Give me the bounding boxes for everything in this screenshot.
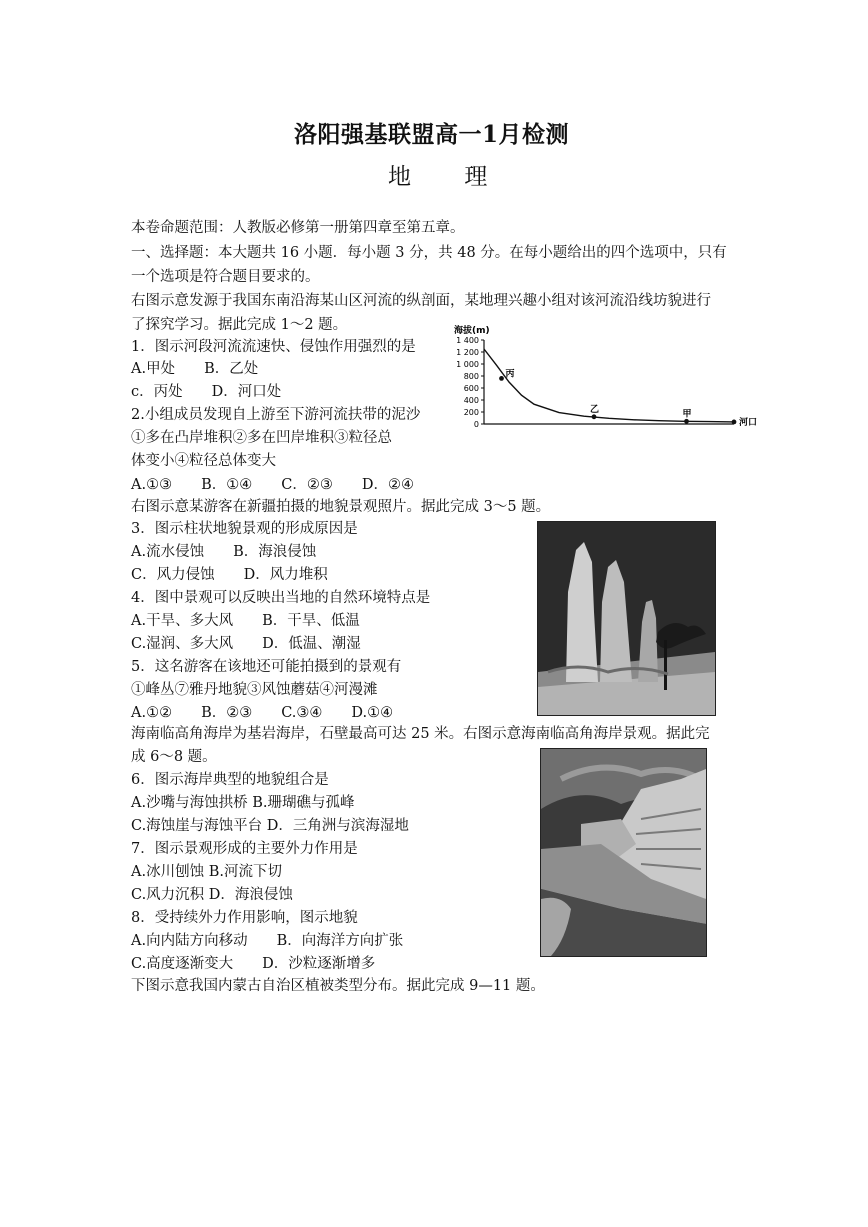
question-6-options-b: C.海蚀崖与海蚀平台 D．三角洲与滨海湿地 [131, 818, 409, 834]
point-jia-marker [684, 419, 689, 424]
group1-stem-1: 右图示意发源于我国东南沿海某山区河流的纵剖面，某地理兴趣小组对该河流沿线坊貌进行 [131, 293, 711, 309]
y-tick-label: 1 000 [456, 360, 479, 369]
question-2-options: A.①③ B．①④ C．②③ D．②④ [131, 477, 414, 493]
river-profile-line [484, 349, 734, 422]
coastal-cliff-graphic [541, 749, 706, 956]
section-instructions-2: 一个选项是符合题目要求的。 [131, 269, 320, 285]
question-7-options-a: A.冰川刨蚀 B.河流下切 [131, 864, 282, 880]
y-axis-ticks [456, 336, 484, 429]
y-tick-label: 200 [463, 408, 479, 417]
river-profile-chart [448, 322, 768, 432]
question-5: 5．这名游客在该地还可能拍摄到的景观有 [131, 659, 402, 675]
question-3-options-a: A.流水侵蚀 B．海浪侵蚀 [131, 544, 317, 560]
point-river-mouth-marker [732, 420, 737, 425]
question-5-items: ①峰丛⑦雅丹地貌③风蚀蘑菇④河漫滩 [131, 682, 378, 698]
question-2-line-3: 体变小④粒径总体变大 [131, 453, 276, 469]
scope-line: 本卷命题范围：人教版必修第一册第四章至第五章。 [131, 220, 465, 236]
chart-ylabel: 海拔(m) [454, 326, 490, 336]
pillar-rocks-graphic [538, 522, 715, 715]
question-8-options-a: A.向内陆方向移动 B．向海洋方向扩张 [131, 933, 404, 949]
question-1: 1．图示河段河流流速快、侵蚀作用强烈的是 [131, 339, 416, 355]
group2-stem: 右图示意某游客在新疆拍摄的地貌景观照片。据此完成 3～5 题。 [131, 499, 551, 515]
subject-char-2: 理 [464, 164, 488, 190]
question-1-options-b: c．丙处 D．河口处 [131, 384, 282, 400]
question-6: 6．图示海岸典型的地貌组合是 [131, 772, 329, 788]
group4-stem: 下图示意我国内蒙古自治区植被类型分布。据此完成 9—11 题。 [131, 978, 545, 994]
question-2-line-1: 2.小组成员发现自上游至下游河流扶带的泥沙 [131, 407, 421, 423]
group1-stem-2: 了探究学习。据此完成 1～2 题。 [131, 317, 348, 333]
question-8-options-b: C.高度逐渐变大 D．沙粒逐渐增多 [131, 956, 376, 972]
question-4-options-b: C.湿润、多大风 D．低温、潮湿 [131, 636, 361, 652]
subject-title [388, 158, 487, 191]
point-bing-marker [499, 376, 504, 381]
y-tick-label: 1 400 [456, 336, 479, 345]
question-3-options-b: C．风力侵蚀 D．风力堆积 [131, 567, 328, 583]
point-bing-label: 丙 [505, 369, 515, 380]
point-jia-label: 甲 [682, 409, 692, 420]
group3-stem-2: 成 6～8 题。 [131, 749, 217, 765]
y-tick-label: 800 [463, 372, 479, 381]
question-2-line-2: ①多在凸岸堆积②多在凹岸堆积③粒径总 [131, 430, 392, 446]
point-yi-label: 乙 [590, 404, 600, 415]
point-river-mouth-label: 河口 [739, 417, 758, 428]
subject-char-1: 地 [388, 164, 411, 190]
section-instructions-1: 一、选择题：本大题共 16 小题．每小题 3 分，共 48 分。在每小题给出的四个选项中，只有 [131, 245, 727, 261]
question-7-options-b: C.风力沉积 D．海浪侵蚀 [131, 887, 293, 903]
y-tick-label: 1 200 [456, 348, 479, 357]
hainan-coast-photo [540, 748, 707, 957]
xinjiang-landform-photo [537, 521, 716, 716]
y-tick-label: 400 [463, 396, 479, 405]
question-8: 8．受持续外力作用影响，图示地貌 [131, 910, 358, 926]
question-4-options-a: A.干旱、多大风 B．干旱、低温 [131, 613, 360, 629]
question-3: 3．图示柱状地貌景观的形成原因是 [131, 521, 358, 537]
question-5-options: A.①② B．②③ C.③④ D.①④ [131, 705, 394, 721]
y-tick-label: 600 [463, 384, 479, 393]
question-4: 4．图中景观可以反映出当地的自然环境特点是 [131, 590, 431, 606]
y-tick-label: 0 [473, 420, 479, 429]
question-6-options-a: A.沙嘴与海蚀拱桥 B.珊瑚礁与孤峰 [131, 795, 355, 811]
question-7: 7．图示景观形成的主要外力作用是 [131, 841, 358, 857]
question-1-options-a: A.甲处 B．乙处 [131, 361, 259, 377]
point-yi-marker [592, 414, 597, 419]
group3-stem-1: 海南临高角海岸为基岩海岸，石壁最高可达 25 米。右图示意海南临高角海岸景观。据此完 [131, 726, 710, 742]
exam-title: 洛阳强基联盟高一1月检测 [294, 121, 570, 148]
